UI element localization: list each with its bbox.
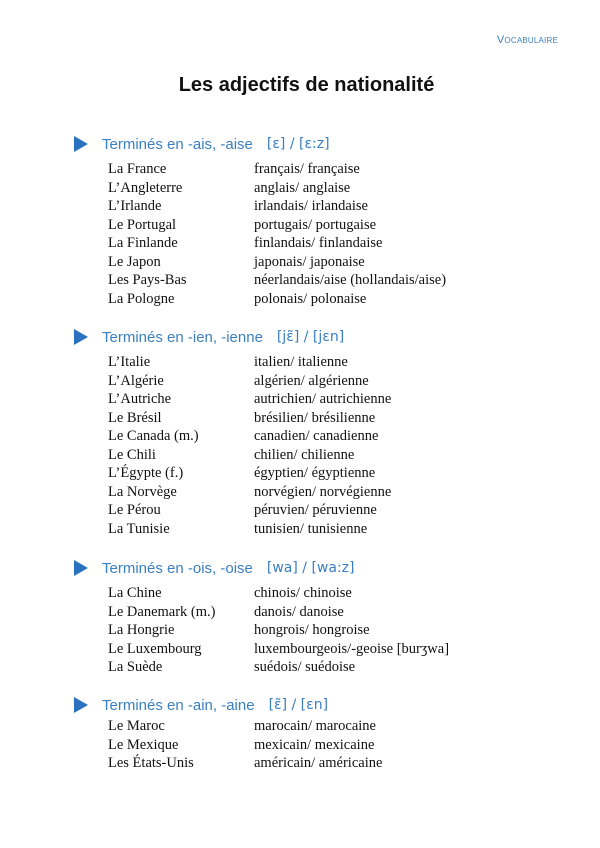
- country-name: La Hongrie: [108, 622, 175, 638]
- country-name: L’Angleterre: [108, 179, 183, 196]
- section-ois: [72, 558, 542, 677]
- vocab-row: [108, 390, 542, 409]
- vocab-row: [108, 584, 542, 603]
- section-ien: [72, 327, 542, 538]
- vocab-row: [108, 409, 542, 428]
- section-heading: [72, 327, 542, 347]
- country-name: Le Pérou: [108, 502, 161, 518]
- vocab-row: [108, 160, 542, 179]
- vocab-row: [108, 446, 542, 465]
- vocab-row: [108, 501, 542, 520]
- section-heading: [72, 558, 542, 578]
- country-name: L’Irlande: [108, 198, 162, 214]
- nationality-adjective: finlandais/ finlandaise: [254, 235, 383, 251]
- nationality-adjective: égyptien/ égyptienne: [254, 465, 376, 481]
- country-name: L’Algérie: [108, 372, 164, 389]
- vocab-row: [108, 253, 542, 272]
- nationality-adjective: mexicain/ mexicaine: [254, 736, 375, 753]
- vocab-row: [108, 717, 542, 736]
- country-name: L’Italie: [108, 354, 151, 370]
- vocab-row: [108, 621, 542, 640]
- vocab-row: [108, 464, 542, 483]
- country-name: La Norvège: [108, 483, 177, 500]
- vocab-row: [108, 658, 542, 677]
- country-name: Le Mexique: [108, 736, 179, 753]
- nationality-adjective: chilien/ chilienne: [254, 446, 355, 463]
- country-name: Le Japon: [108, 253, 161, 270]
- nationality-adjective: algérien/ algérienne: [254, 372, 369, 389]
- country-name: Le Luxembourg: [108, 640, 202, 657]
- nationality-adjective: marocain/ marocaine: [254, 718, 376, 734]
- vocab-row: [108, 234, 542, 253]
- nationality-adjective: polonais/ polonaise: [254, 290, 367, 307]
- nationality-adjective: canadien/ canadienne: [254, 428, 379, 444]
- country-name: La Tunisie: [108, 520, 170, 537]
- nationality-adjective: brésilien/ brésilienne: [254, 409, 376, 426]
- nationality-adjective: américain/ américaine: [254, 755, 383, 771]
- section-phonetic: [jɛ̃] / [jɛn]: [276, 329, 345, 345]
- country-name: Le Brésil: [108, 409, 162, 426]
- vocab-row: [108, 216, 542, 235]
- nationality-adjective: irlandais/ irlandaise: [254, 198, 368, 214]
- section-title: Terminés en -ien, -ienne: [102, 328, 263, 346]
- section-title: Terminés en -ais, -aise: [102, 135, 253, 153]
- section-phonetic: [ɛ̃] / [ɛn]: [268, 697, 329, 713]
- vocab-row: [108, 483, 542, 502]
- country-name: La Chine: [108, 585, 162, 601]
- triangle-arrow-icon: [74, 136, 88, 152]
- vocab-row: [108, 372, 542, 391]
- country-name: Le Portugal: [108, 216, 177, 233]
- nationality-adjective: italien/ italienne: [254, 354, 348, 370]
- nationality-adjective: anglais/ anglaise: [254, 179, 351, 196]
- country-name: L’Autriche: [108, 391, 172, 407]
- nationality-adjective: tunisien/ tunisienne: [254, 520, 368, 537]
- country-name: La Finlande: [108, 235, 178, 251]
- triangle-arrow-icon: [74, 697, 88, 713]
- section-phonetic: [wa] / [wa:z]: [266, 560, 355, 576]
- header-tag: Vocabulaire: [496, 34, 558, 46]
- nationality-adjective: norvégien/ norvégienne: [254, 483, 392, 500]
- section-heading: [72, 134, 542, 154]
- section-title: Terminés en -ois, -oise: [102, 559, 253, 577]
- triangle-arrow-icon: [74, 329, 88, 345]
- nationality-adjective: chinois/ chinoise: [254, 585, 352, 601]
- vocab-row: [108, 179, 542, 198]
- nationality-adjective: péruvien/ péruvienne: [254, 502, 377, 518]
- nationality-adjective: suédois/ suédoise: [254, 659, 356, 675]
- nationality-adjective: hongrois/ hongroise: [254, 622, 370, 638]
- vocab-row: [108, 271, 542, 290]
- vocab-row: [108, 427, 542, 446]
- nationality-adjective: portugais/ portugaise: [254, 216, 377, 233]
- country-name: Le Chili: [108, 446, 156, 463]
- country-name: La Pologne: [108, 290, 175, 307]
- country-name: La Suède: [108, 659, 163, 675]
- country-name: Les Pays-Bas: [108, 272, 187, 288]
- vocab-row: [108, 603, 542, 622]
- nationality-adjective: néerlandais/aise (hollandais/aise): [254, 272, 447, 288]
- vocab-row: [108, 736, 542, 755]
- vocab-row: [108, 640, 542, 659]
- section-ain: [72, 695, 542, 773]
- vocab-row: [108, 353, 542, 372]
- section-phonetic: [ɛ] / [ɛ:z]: [266, 136, 330, 152]
- triangle-arrow-icon: [74, 560, 88, 576]
- vocab-row: [108, 197, 542, 216]
- nationality-adjective: autrichien/ autrichienne: [254, 391, 392, 407]
- nationality-adjective: luxembourgeois/-geoise [burʒwa]: [254, 640, 450, 657]
- vocab-row: [108, 520, 542, 539]
- country-name: Le Danemark (m.): [108, 603, 216, 620]
- nationality-adjective: japonais/ japonaise: [254, 253, 365, 270]
- country-name: Le Maroc: [108, 718, 165, 734]
- country-name: Le Canada (m.): [108, 428, 199, 444]
- nationality-adjective: danois/ danoise: [254, 603, 344, 620]
- nationality-adjective: français/ française: [254, 161, 360, 177]
- vocab-row: [108, 754, 542, 773]
- section-heading: [72, 695, 542, 715]
- country-name: L’Égypte (f.): [108, 465, 184, 481]
- page-title: Les adjectifs de nationalité: [178, 74, 435, 96]
- section-title: Terminés en -ain, -aine: [102, 696, 255, 714]
- section-ais: [72, 134, 542, 308]
- country-name: Les États-Unis: [108, 755, 194, 771]
- country-name: La France: [108, 161, 167, 177]
- vocab-row: [108, 290, 542, 309]
